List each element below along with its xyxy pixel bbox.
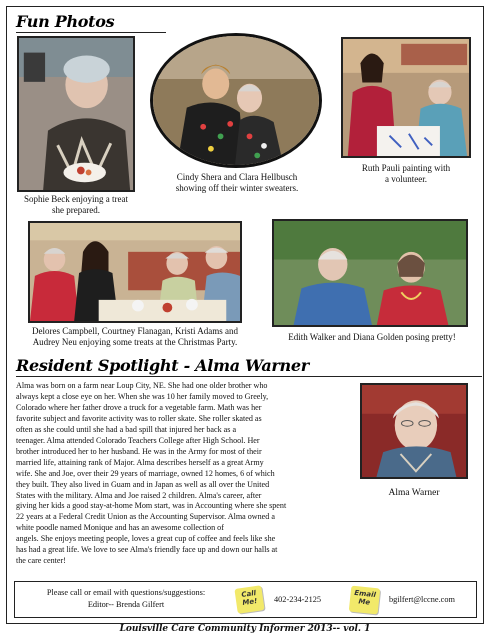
caption-ruth-line2: a volunteer. xyxy=(385,174,427,184)
article-line: teenager. Alma attended Colorado Teachers College after High School. Her xyxy=(16,435,260,445)
call-me-label: Call Me! xyxy=(240,589,258,607)
article-line: always kept a close eye on her. When she was 10 her family moved to Greely, xyxy=(16,391,269,401)
caption-christmas-party xyxy=(14,326,256,348)
call-me-note-icon xyxy=(234,585,264,614)
article-line: 22 years at a Federal Credit Union as the Accounting Supervisor. Alma owned a xyxy=(16,512,275,522)
article-line: Alma was born on a farm near Loup City, NE. She had one older brother who xyxy=(16,381,268,390)
caption-sophie xyxy=(14,194,138,216)
fun-photos-heading: Fun Photos xyxy=(16,12,166,33)
email-me-label: Email Me xyxy=(353,588,377,607)
contact-footer xyxy=(14,581,477,618)
article-line: married life, attaining rank of Major. Alma describes herself as a great Army xyxy=(16,457,264,467)
article-line: giving her kids a good stay-at-home Mom start, was in Accounting where she spent xyxy=(16,501,287,511)
article-line: favorite subject and favorite activity was to roller skate. She roller skated as xyxy=(16,413,262,423)
article-line: has had a great life. We love to see Alma's friendly face up and down our halls at xyxy=(16,545,278,555)
article-line: States with the military. Alma and Joe raised 2 children. Alma's career, after xyxy=(16,490,262,500)
footer-editor: Editor-- Brenda Gilfert xyxy=(87,600,165,609)
caption-alma: Alma Warner xyxy=(388,488,440,498)
article-line: wife. She and Joe, over their 29 years of marriage, owned 12 homes, 6 of which xyxy=(16,468,275,478)
caption-cindy-line1: Cindy Shera and Clara Hellbusch xyxy=(176,172,298,182)
caption-cindy xyxy=(148,172,326,194)
caption-ruth xyxy=(338,163,474,185)
caption-cindy-line2: showing off their winter sweaters. xyxy=(175,183,299,193)
photo-edith-diana xyxy=(272,219,468,327)
email-me-note-icon xyxy=(349,586,381,615)
article-line: they built. They also lived in Guam and in Japan as well as all over the United xyxy=(16,479,270,489)
spotlight-heading: Resident Spotlight - Alma Warner xyxy=(16,356,482,377)
photo-cindy-clara xyxy=(150,33,322,168)
article-line: angels. She enjoys meeting people, loves a great cup of coffee and feels like she xyxy=(16,534,276,544)
caption-edith: Edith Walker and Diana Golden posing pretty! xyxy=(288,332,456,342)
caption-sophie-line2: she prepared. xyxy=(52,205,100,215)
footer-phone[interactable]: 402-234-2125 xyxy=(274,595,322,604)
article-line: the care center! xyxy=(16,556,66,566)
spotlight-article xyxy=(16,381,354,567)
footer-line1: Please call or email with questions/suggestions: xyxy=(46,588,206,597)
photo-sophie-beck xyxy=(17,36,135,192)
photo-ruth-pauli xyxy=(341,37,471,158)
article-line: Colorado where her father drove a truck for a vegetable farm. Math was her xyxy=(16,402,262,412)
footer-email[interactable]: bgilfert@lccne.com xyxy=(389,595,455,604)
caption-sophie-line1: Sophie Beck enjoying a treat xyxy=(24,194,128,204)
photo-christmas-party xyxy=(28,221,242,323)
caption-party-line1: Delores Campbell, Courtney Flanagan, Kristi Adams and xyxy=(32,326,238,336)
caption-ruth-line1: Ruth Pauli painting with xyxy=(361,163,451,173)
article-line: white poodle named Monique and has an awesome collection of xyxy=(16,523,224,533)
caption-party-line2: Audrey Neu enjoying some treats at the Christmas Party. xyxy=(32,337,238,347)
newsletter-footer-title: Louisville Care Community Informer 2013-- vol. 1 xyxy=(119,624,371,634)
article-line: often as she could until she had a bad spill that injured her back as a xyxy=(16,424,237,434)
article-line: brother introduced her to her husband. He was in the Army for most of their xyxy=(16,446,262,456)
photo-alma-warner xyxy=(360,383,468,479)
